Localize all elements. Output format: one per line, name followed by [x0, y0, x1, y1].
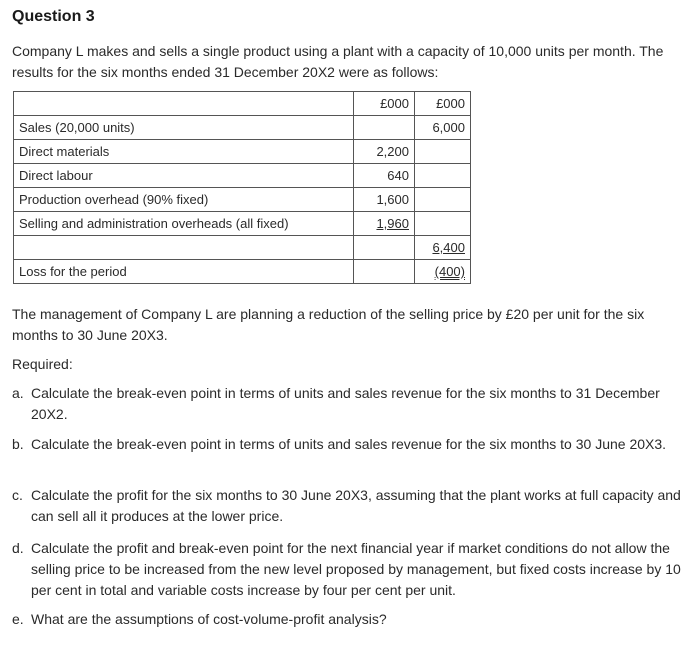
row-value — [415, 164, 471, 188]
results-table — [13, 91, 471, 284]
requirement-item — [12, 434, 684, 455]
row-label: Selling and administration overheads (all fixed) — [14, 212, 354, 236]
row-value — [415, 140, 471, 164]
required-label: Required: — [12, 356, 73, 372]
requirement-item — [12, 485, 684, 527]
requirement-letter: c. — [12, 487, 23, 503]
requirement-text: Calculate the break-even point in terms of units and sales revenue for the six months to 30 June 20X3. — [31, 436, 667, 452]
requirement-text: Calculate the break-even point in terms of units and sales revenue for the six months to 31 December 20X2. — [31, 385, 660, 422]
row-value: (400) — [415, 260, 471, 284]
row-value: 6,000 — [415, 116, 471, 140]
table-row — [14, 260, 471, 284]
row-value: 1,600 — [354, 188, 415, 212]
row-label: Direct materials — [14, 140, 354, 164]
management-note: The management of Company L are planning a reduction of the selling price by £20 per unit for the six months to 30 June 20X3. — [12, 306, 645, 343]
row-value — [354, 116, 415, 140]
table-row — [14, 140, 471, 164]
row-value: 6,400 — [415, 236, 471, 260]
table-row — [14, 116, 471, 140]
question-heading: Question 3 — [12, 8, 95, 25]
row-value: 640 — [354, 164, 415, 188]
row-label: Direct labour — [14, 164, 354, 188]
row-label: Loss for the period — [14, 260, 354, 284]
requirement-letter: a. — [12, 385, 24, 401]
requirement-letter: e. — [12, 611, 24, 627]
row-value — [354, 260, 415, 284]
row-label — [14, 236, 354, 260]
row-value — [415, 188, 471, 212]
row-value — [354, 236, 415, 260]
requirement-text: Calculate the profit and break-even point for the next financial year if market conditions do not allow the selling price to be increased from the new level proposed by management, but fixed costs increase by 10 per cent in total and variable costs increase by four per cent per unit. — [31, 540, 681, 598]
table-row — [14, 212, 471, 236]
question-intro: Company L makes and sells a single product using a plant with a capacity of 10,000 units per month. The results for the six months ended 31 December 20X2 were as follows: — [12, 43, 664, 80]
row-value — [415, 212, 471, 236]
table-row — [14, 164, 471, 188]
row-value: 1,960 — [354, 212, 415, 236]
requirement-item — [12, 538, 684, 601]
requirement-item — [12, 609, 684, 630]
row-label: Sales (20,000 units) — [14, 116, 354, 140]
row-label: Production overhead (90% fixed) — [14, 188, 354, 212]
requirement-letter: d. — [12, 540, 24, 556]
requirement-text: What are the assumptions of cost-volume-profit analysis? — [31, 611, 387, 627]
requirement-letter: b. — [12, 436, 24, 452]
table-row — [14, 236, 471, 260]
table-header-cell: £000 — [354, 92, 415, 116]
table-row — [14, 188, 471, 212]
table-header-cell — [14, 92, 354, 116]
requirement-text: Calculate the profit for the six months to 30 June 20X3, assuming that the plant works at full capacity and can sell all it produces at the lower price. — [31, 487, 681, 524]
row-value: 2,200 — [354, 140, 415, 164]
table-header-row — [14, 92, 471, 116]
requirement-item — [12, 383, 684, 425]
table-header-cell: £000 — [415, 92, 471, 116]
